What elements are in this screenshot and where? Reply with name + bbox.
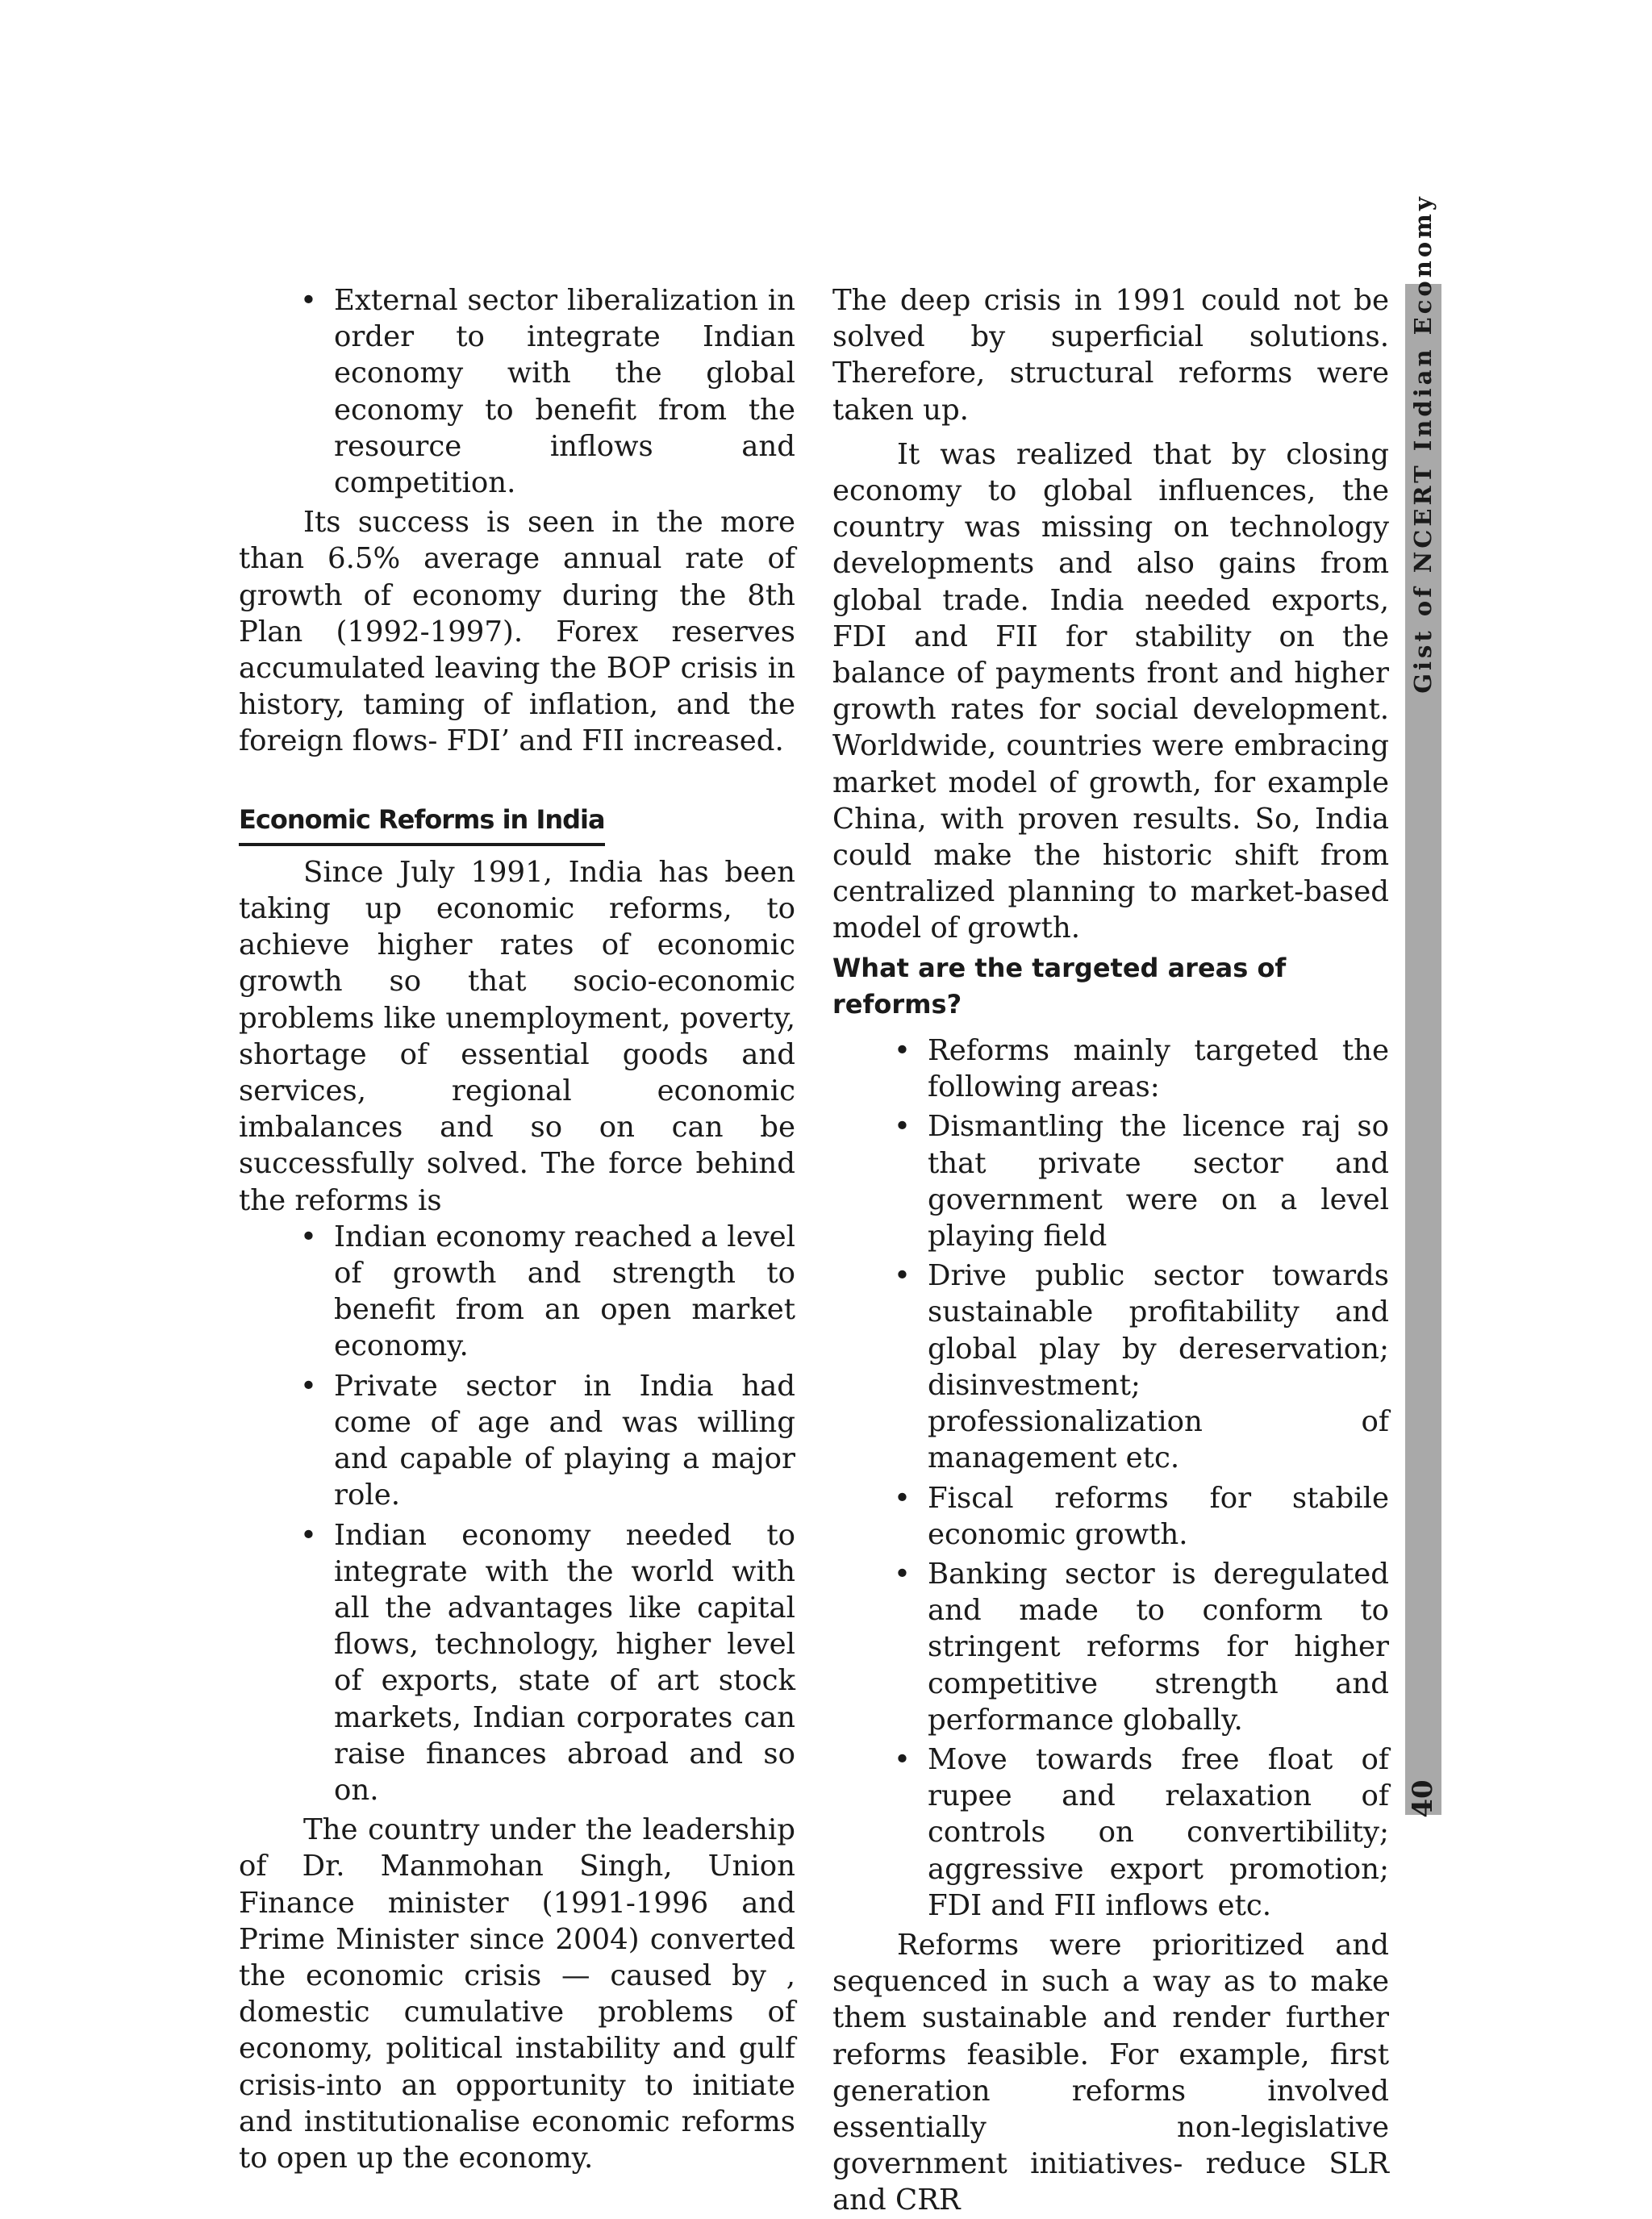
list-item: • Move towards free float of rupee and relaxation of controls on convertibility; aggressive export promotion; FDI and FII inflows etc. bbox=[832, 1741, 1389, 1924]
paragraph-prioritized: Reforms were prioritized and sequenced in such a way as to make them sustainable and render further reforms feasible. For example, first generation reforms involved essentially non-legislative government initiatives- reduce SLR and CRR bbox=[832, 1928, 1389, 2217]
bullet-list-reforms bbox=[832, 1032, 1389, 1924]
book-title-vertical: Gist of NCERT Indian Economy bbox=[1409, 194, 1437, 694]
list-item: • Reforms mainly targeted the following areas: bbox=[832, 1032, 1389, 1105]
list-item: • Indian economy needed to integrate with the world with all the advantages like capital flows, technology, higher level of exports, state of art stock markets, Indian corporates can raise finances abroad and so on. bbox=[239, 1517, 795, 1809]
list-item: • External sector liberalization in order to integrate Indian economy with the global economy to benefit from the resource inflows and competition. bbox=[239, 282, 795, 501]
list-item: • Drive public sector towards sustainable profitability and global play by dereservation; disinvestment; professionalization of management etc. bbox=[832, 1258, 1389, 1476]
list-item: • Fiscal reforms for stabile economic growth. bbox=[832, 1480, 1389, 1553]
bullet-list-forces bbox=[239, 1219, 795, 1808]
paragraph-realized: It was realized that by closing economy to global influences, the country was missing on technology developments and also gains from global trade. India needed exports, FDI and FII for stability on the balance of payments front and higher growth rates for social development. Worldwide, countries were embracing market model of growth, for example China, with proven results. So, India could make the historic shift from centralized planning to market-based model of growth. bbox=[832, 437, 1389, 945]
paragraph-since-1991: Since July 1991, India has been taking up economic reforms, to achieve higher rates of economic growth so that socio-economic problems like unemployment, poverty, shortage of essential goods and services, regional economic imbalances and so on can be successfully solved. The force behind the reforms is bbox=[239, 855, 795, 1217]
list-item: • Banking sector is deregulated and made to conform to stringent reforms for higher competitive strength and performance globally. bbox=[832, 1556, 1389, 1738]
page-number: 40 bbox=[1407, 1779, 1439, 1818]
list-item: • Dismantling the licence raj so that private sector and government were on a level playing field bbox=[832, 1108, 1389, 1254]
paragraph-leadership: The country under the leadership of Dr. Manmohan Singh, Union Finance minister (1991-1996 and Prime Minister since 2004) converted the economic crisis — caused by , domestic cumulative problems of economy, political instability and gulf crisis-into an opportunity to initiate and institutionalise economic reforms to open up the economy. bbox=[239, 1813, 795, 2175]
right-column bbox=[832, 282, 1389, 2219]
section-heading: What are the targeted areas of reforms? bbox=[832, 952, 1287, 1020]
section-heading: Economic Reforms in India bbox=[239, 802, 605, 846]
list-item: • Indian economy reached a level of growth and strength to benefit from an open market economy. bbox=[239, 1219, 795, 1365]
paragraph-deep-crisis: The deep crisis in 1991 could not be solved by superficial solutions. Therefore, structural reforms were taken up. bbox=[832, 284, 1389, 427]
list-item: • Private sector in India had come of age and was willing and capable of playing a major role. bbox=[239, 1368, 795, 1514]
paragraph-success: Its success is seen in the more than 6.5% average annual rate of growth of economy during the 8th Plan (1992-1997). Forex reserves accumulated leaving the BOP crisis in history, taming of inflation, and the foreign flows- FDI’ and FII increased. bbox=[239, 506, 795, 758]
bullet-list-top bbox=[239, 282, 795, 501]
left-column bbox=[239, 282, 795, 2176]
